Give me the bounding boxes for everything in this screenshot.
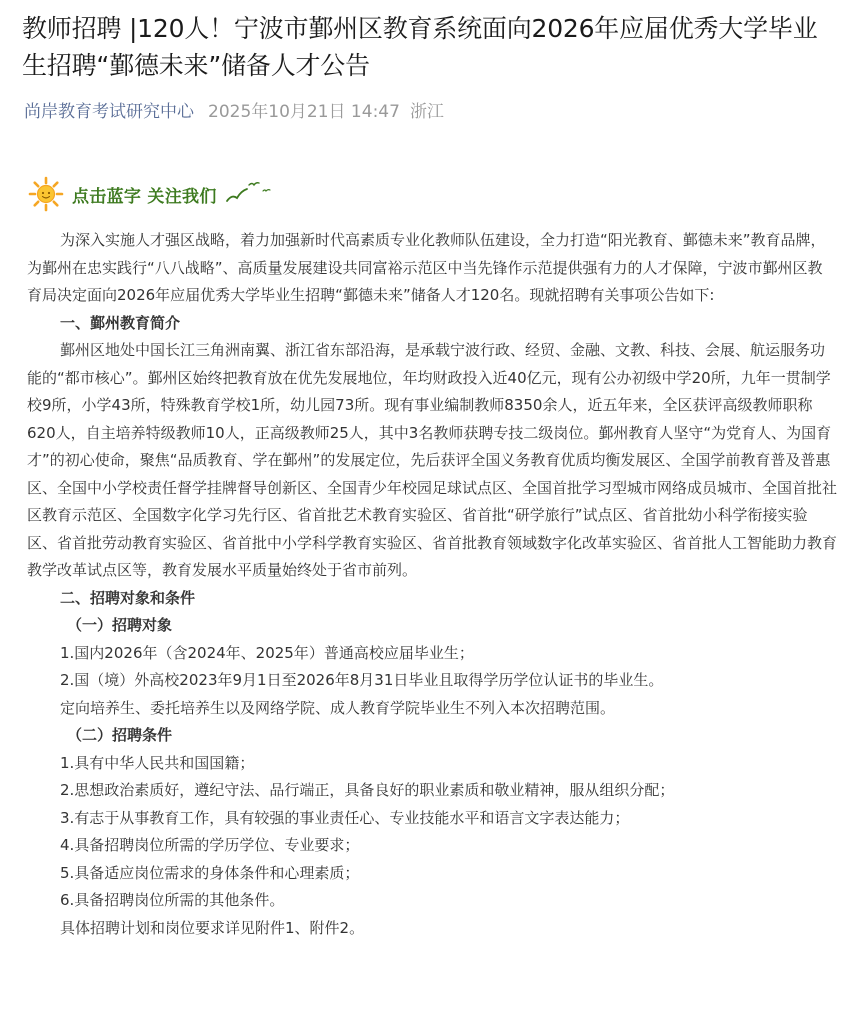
article-title: 教师招聘 |120人！宁波市鄞州区教育系统面向2026年应届优秀大学毕业生招聘“鄞德未来”储备人才公告 [22, 14, 818, 80]
list-item: 3.有志于从事教育工作，具有较强的事业责任心、专业技能水平和语言文字表达能力； [60, 808, 630, 827]
section-heading-conditions: 二、招聘对象和条件 [60, 588, 196, 607]
subsection-heading-requirements: （二）招聘条件 [67, 726, 173, 744]
publish-date: 2025年10月21日 14:47 [208, 102, 400, 122]
publish-location: 浙江 [409, 102, 444, 122]
list-item: 1.国内2026年（含2024年、2025年）普通高校应届毕业生； [60, 643, 474, 662]
section-heading-intro: 一、鄞州教育简介 [60, 313, 181, 332]
sun-icon [28, 176, 64, 212]
section-paragraph-intro: 鄞州区地处中国长江三角洲南翼、浙江省东部沿海，是承载宁波行政、经贸、金融、文教、科技、会展、航运服务功能的“都市核心”。鄞州区始终把教育放在优先发展地位，年均财政投入近40亿元，现有公办初级中学20所，九年一贯制学校9所，小学43所，特殊教育学校1所，幼儿园73所。现有事业编制教师8350余人，近五年来，全区获评高级教师职称620人，自主培养特级教师10人，正高级教师25人，其中3名教师获聘专技二级岗位。鄞州教育人坚守“为党育人、为国育才”的初心使命，聚焦“品质教育、学在鄞州”的发展定位，先后获评全国义务教育优质均衡发展区、全国学前教育普及普惠区、全国中小学校责任督学挂牌督导创新区、全国青少年校园足球试点区、全国首批学习型城市网络成员城市、全国首批社区教育示范区、全国数字化学习先行区、省首批艺术教育实验区、省首批“研学旅行”试点区、省首批幼小科学衔接实验区、省首批劳动教育实验区、省首批中小学科学教育实验区、省首批教育领域数字化改革实验区、省首批人工智能助力教育教学改革试点区等，教育发展水平质量始终处于省市前列。 [27, 341, 838, 579]
author-link[interactable]: 尚岸教育考试研究中心 [24, 102, 194, 122]
list-item: 1.具有中华人民共和国国籍； [60, 753, 255, 772]
article-meta [24, 100, 444, 124]
list-item: 4.具备招聘岗位所需的学历学位、专业要求； [60, 836, 360, 854]
bird-icon [225, 177, 275, 205]
article-body [27, 227, 837, 942]
list-item: 5.具备适应岗位需求的身体条件和心理素质； [60, 863, 360, 882]
list-item: 6.具备招聘岗位所需的其他条件。 [60, 891, 285, 909]
follow-banner[interactable] [28, 174, 275, 214]
list-item: 2.国（境）外高校2023年9月1日至2026年8月31日毕业且取得学历学位认证书的毕业生。 [60, 671, 664, 689]
list-item: 2.思想政治素质好，遵纪守法、品行端正，具备良好的职业素质和敬业精神，服从组织分配； [60, 781, 675, 799]
intro-paragraph: 为深入实施人才强区战略，着力加强新时代高素质专业化教师队伍建设，全力打造“阳光教育、鄞德未来”教育品牌，为鄞州在忠实践行“八八战略”、高质量发展建设共同富裕示范区中当先锋作示范提供强有力的人才保障，宁波市鄞州区教育局决定面向2026年应届优秀大学毕业生招聘“鄞德未来”储备人才120名。现就招聘有关事项公告如下: [27, 231, 826, 304]
list-item: 定向培养生、委托培养生以及网络学院、成人教育学院毕业生不列入本次招聘范围。 [60, 698, 616, 717]
list-item: 具体招聘计划和岗位要求详见附件1、附件2。 [60, 918, 365, 937]
follow-text[interactable]: 点击蓝字 关注我们 [72, 186, 217, 207]
subsection-heading-targets: （一）招聘对象 [67, 616, 173, 634]
